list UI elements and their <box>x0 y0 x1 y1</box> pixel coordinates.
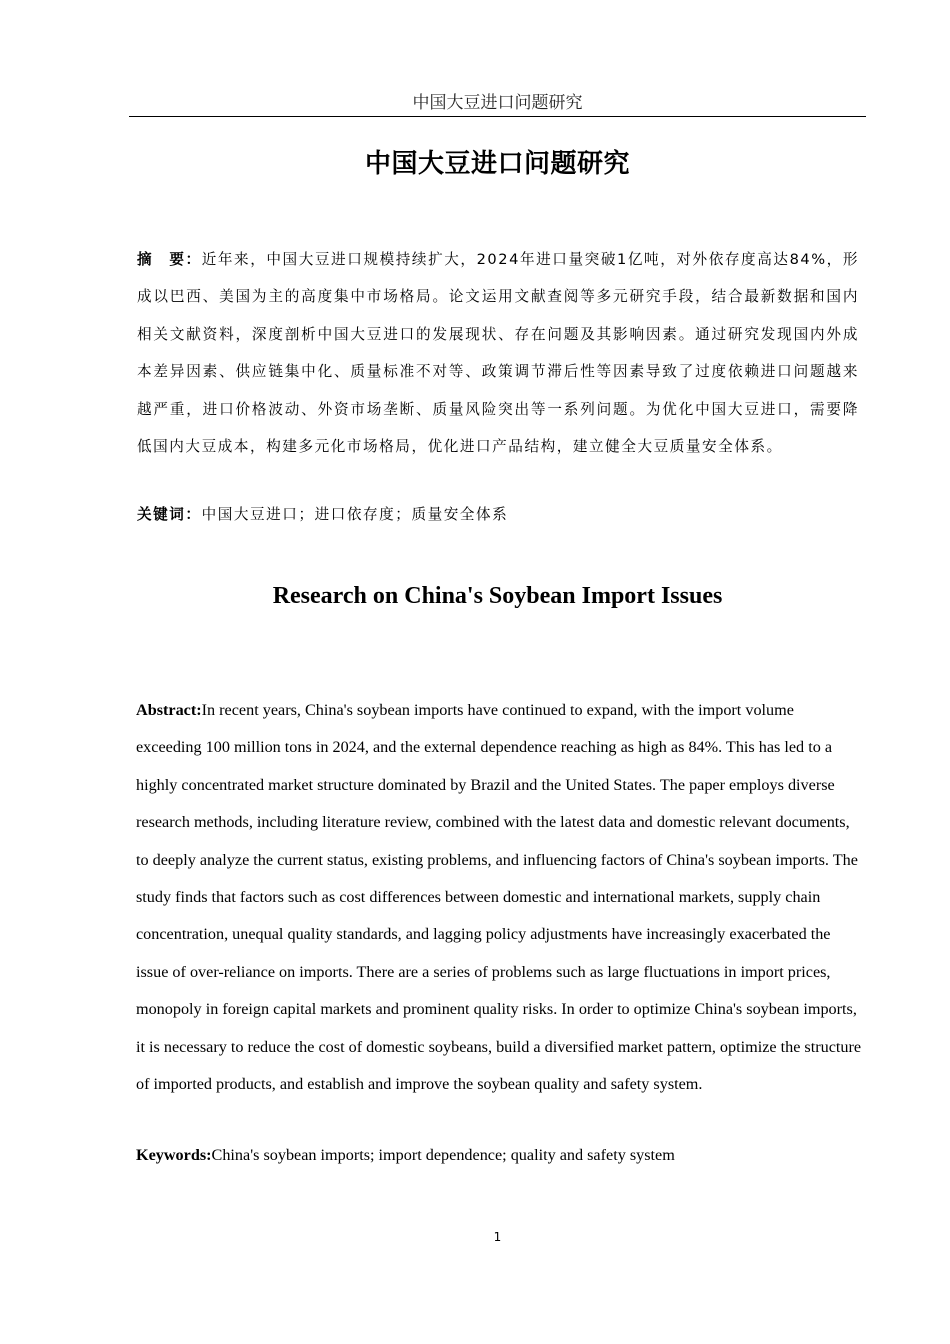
chinese-abstract-label: 摘 要： <box>137 251 202 268</box>
chinese-abstract-text: 近年来，中国大豆进口规模持续扩大，2024年进口量突破1亿吨，对外依存度高达84%，形成以巴西、美国为主的高度集中市场格局。论文运用文献查阅等多元研究手段，结合最新数据和国内相关文献资料，深度剖析中国大豆进口的发展现状、存在问题及其影响因素。通过研究发现国内外成本差异因素、供应链集中化、质量标准不对等、政策调节滞后性等因素导致了过度依赖进口问题越来越严重，进口价格波动、外资市场垄断、质量风险突出等一系列问题。为优化中国大豆进口，需要降低国内大豆成本，构建多元化市场格局，优化进口产品结构，建立健全大豆质量安全体系。 <box>137 251 859 456</box>
english-keywords-text: China's soybean imports; import dependence; quality and safety system <box>211 1146 675 1164</box>
english-abstract-text: In recent years, China's soybean imports have continued to expand, with the import volume exceeding 100 million tons in 2024, and the external dependence reaching as high as 84%. This has led to a highly concentrated market structure dominated by Brazil and the United States. The paper employs diverse research methods, including literature review, combined with the latest data and domestic relevant documents, to deeply analyze the current status, existing problems, and influencing factors of China's soybean imports. The study finds that factors such as cost differences between domestic and international markets, supply chain concentration, unequal quality standards, and lagging policy adjustments have increasingly exacerbated the issue of over-reliance on imports. There are a series of problems such as large fluctuations in import prices, monopoly in foreign capital markets and prominent quality risks. In order to optimize China's soybean imports, it is necessary to reduce the cost of domestic soybeans, build a diversified market pattern, optimize the structure of imported products, and establish and improve the soybean quality and safety system. <box>136 701 862 1094</box>
chinese-keywords-label: 关键词： <box>137 506 202 523</box>
chinese-keywords <box>137 500 859 530</box>
running-header <box>129 92 866 117</box>
running-header-title: 中国大豆进口问题研究 <box>412 93 583 113</box>
chinese-title: 中国大豆进口问题研究 <box>364 149 630 179</box>
page-number: 1 <box>493 1230 502 1244</box>
english-title: Research on China's Soybean Import Issues <box>272 583 723 609</box>
chinese-keywords-text: 中国大豆进口；进口依存度；质量安全体系 <box>201 506 509 523</box>
english-keywords <box>136 1140 862 1170</box>
english-keywords-label: Keywords: <box>136 1146 212 1164</box>
english-abstract-label: Abstract: <box>136 701 202 719</box>
chinese-abstract <box>137 241 859 465</box>
english-abstract <box>136 692 862 1103</box>
